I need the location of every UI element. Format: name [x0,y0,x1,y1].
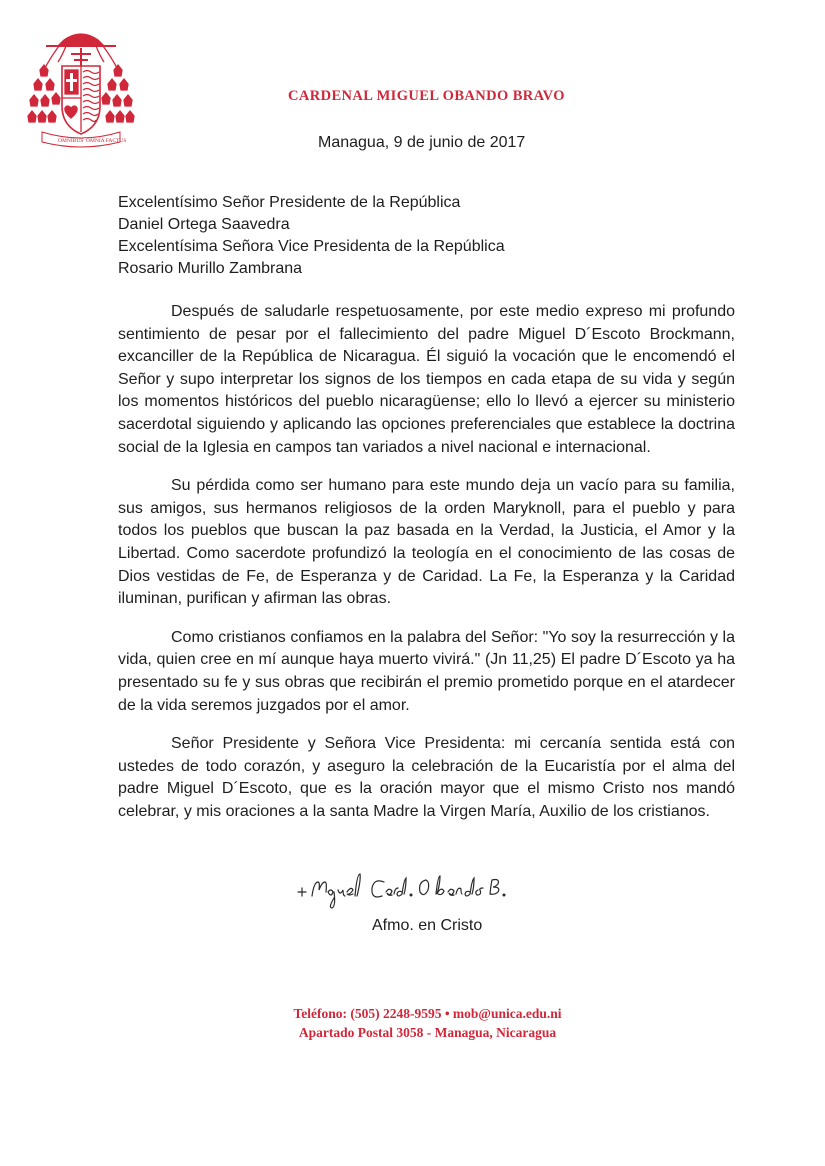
seal-motto-left: OMNIBUS [58,138,84,144]
letter-body [118,301,735,839]
body-paragraph: Su pérdida como ser humano para este mundo deja un vacío para su familia, sus amigos, sus hermanos religiosos de la orden Maryknoll, para el pueblo y para todos los pueblos que buscan la paz basada en la Verdad, la Justicia, el Amor y la Libertad. Como sacerdote profundizó la teología en el conocimiento de las cosas de Dios vestidas de Fe, de Esperanza y de Caridad. La Fe, la Esperanza y la Caridad iluminan, purifican y afirman las obras. [118,477,735,608]
seal-motto-right: OMNIA FACTUS [86,138,127,144]
recipient-line: Daniel Ortega Saavedra [118,216,290,233]
letter-date: Managua, 9 de junio de 2017 [318,134,526,151]
recipient-line: Rosario Murillo Zambrana [118,260,303,277]
recipient-block [118,192,505,280]
letterhead-footer [0,1004,825,1042]
cardinal-coat-of-arms-icon [26,28,136,148]
closing-salutation: Afmo. en Cristo [372,917,483,934]
recipient-line: Excelentísimo Señor Presidente de la República [118,194,461,211]
body-paragraph: Como cristianos confiamos en la palabra del Señor: "Yo soy la resurrección y la vida, quien cree en mí aunque haya muerto vivirá." (Jn 11,25) El padre D´Escoto ya ha presentado su fe y sus obras que recibirán el premio prometido porque en el atardecer de la vida seremos juzgados por el amor. [118,628,735,714]
handwritten-signature [294,866,584,914]
footer-address: Apartado Postal 3058 - Managua, Nicaragua [298,1025,557,1040]
body-paragraph: Después de saludarle respetuosamente, por este medio expreso mi profundo sentimiento de pesar por el fallecimiento del padre Miguel D´Escoto Brockmann, excanciller de la República de Nicaragua. Él siguió la vocación que le encomendó el Señor y supo interpretar los signos de los tiempos en cada etapa de su vida y según los momentos históricos del pueblo nicaragüense; ello lo llevó a ejercer su ministerio sacerdotal siguiendo y aplicando las opciones preferenciales que establece la doctrina social de la Iglesia en campos tan variados a nivel nacional e internacional. [118,303,735,456]
body-paragraph: Señor Presidente y Señora Vice Presidenta: mi cercanía sentida está con ustedes de todo corazón, y aseguro la celebración de la Eucaristía por el alma del padre Miguel D´Escoto, que es la oración mayor que el mismo Cristo nos mandó celebrar, y mis oraciones a la santa Madre la Virgen María, Auxilio de los cristianos. [118,735,735,820]
recipient-line: Excelentísima Señora Vice Presidenta de la República [118,238,505,255]
footer-contact: Teléfono: (505) 2248-9595 • mob@unica.edu.ni [293,1006,562,1021]
letterhead-name: CARDENAL MIGUEL OBANDO BRAVO [288,88,565,104]
